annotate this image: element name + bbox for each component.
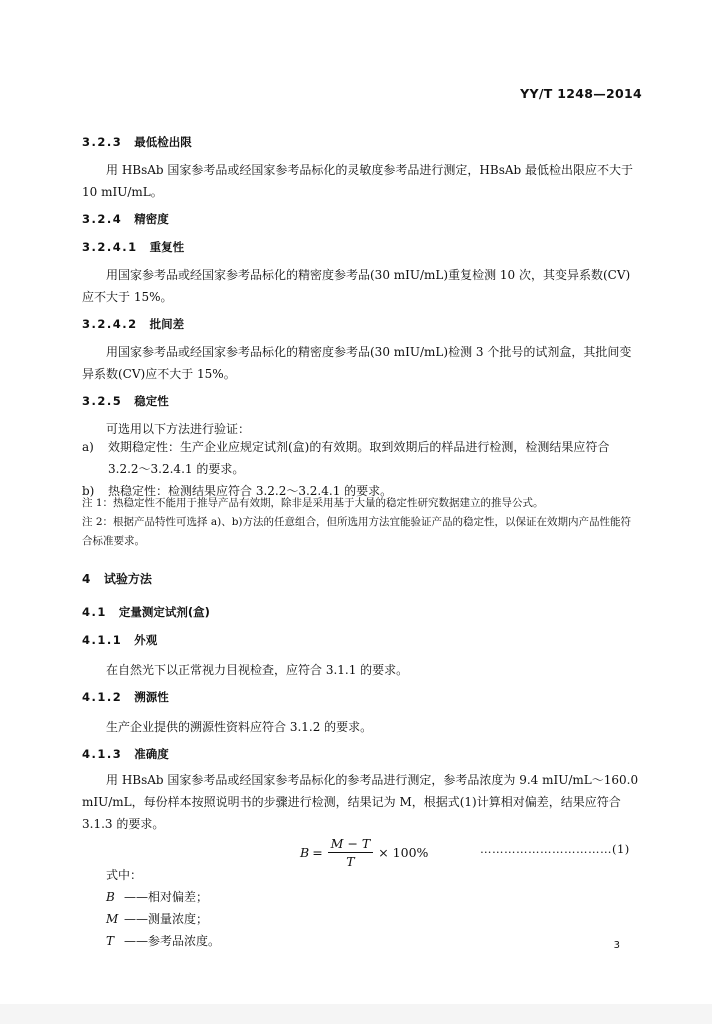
- section-3-2-5-intro: [82, 420, 640, 437]
- section-3-2-4-heading: [82, 211, 640, 227]
- section-number: 4.1.2: [82, 690, 123, 704]
- section-4-1-2-heading: [82, 689, 640, 705]
- section-3-2-3-text: [82, 159, 640, 203]
- formula-var-b: [106, 888, 664, 905]
- formula-denominator: T: [346, 853, 355, 869]
- paragraph-text: 用 HBsAb 国家参考品或经国家参考品标化的参考品进行测定，参考品浓度为 9.4 mIU/mL～160.0 mIU/mL，每份样本按照说明书的步骤进行检测，结果记为 M，根据式(1)计算相对偏差，结果应符合 3.1.3 的要求。: [82, 773, 639, 831]
- var-description: ——测量浓度；: [124, 912, 209, 926]
- list-item-a: [82, 436, 640, 480]
- section-title: 重复性: [149, 240, 185, 254]
- section-number: 4.1.1: [82, 633, 123, 647]
- section-title: 外观: [134, 633, 158, 647]
- section-4-1-heading: [82, 604, 640, 620]
- section-3-2-5-heading: [82, 393, 640, 409]
- section-3-2-3-heading: [82, 134, 640, 150]
- paragraph-text: 用国家参考品或经国家参考品标化的精密度参考品(30 mIU/mL)重复检测 10 次，其变异系数(CV)应不大于 15%。: [82, 268, 631, 304]
- section-title: 批间差: [149, 317, 185, 331]
- section-4-1-2-text: [82, 718, 640, 735]
- section-number: 4.1: [82, 605, 107, 619]
- list-item-text: 效期稳定性：生产企业应规定试剂(盒)的有效期。取到效期后的样品进行检测，检测结果应符合 3.2.2～3.2.4.1 的要求。: [108, 440, 610, 476]
- section-number: 4: [82, 572, 92, 586]
- section-3-2-4-1-text: [82, 264, 640, 308]
- paragraph-text: 用 HBsAb 国家参考品或经国家参考品标化的灵敏度参考品进行测定，HBsAb 最低检出限应不大于 10 mIU/mL。: [82, 163, 634, 199]
- section-4-1-1-heading: [82, 632, 640, 648]
- section-title: 试验方法: [103, 572, 152, 586]
- section-4-heading: [82, 570, 640, 587]
- formula-lhs: B: [300, 844, 310, 860]
- paragraph-text: 用国家参考品或经国家参考品标化的精密度参考品(30 mIU/mL)检测 3 个批号的试剂盒，其批间变异系数(CV)应不大于 15%。: [82, 345, 632, 381]
- note-2: [82, 513, 640, 551]
- note-text: 注 1：热稳定性不能用于推导产品有效期，除非是采用基于大量的稳定性研究数据建立的推导公式。: [82, 497, 544, 509]
- section-3-2-4-2-text: [82, 341, 640, 385]
- paragraph-text: 生产企业提供的溯源性资料应符合 3.1.2 的要求。: [106, 720, 373, 734]
- note-text: 注 2：根据产品特性可选择 a)、b)方法的任意组合，但所选用方法宜能验证产品的稳定性，以保证在效期内产品性能符合标准要求。: [82, 516, 632, 547]
- formula-rhs: × 100%: [378, 844, 429, 860]
- paragraph-text: 在自然光下以正常视力目视检查，应符合 3.1.1 的要求。: [106, 663, 409, 677]
- formula-numerator: M − T: [328, 836, 374, 853]
- page-number: 3: [613, 940, 620, 951]
- section-3-2-4-2-heading: [82, 316, 640, 332]
- list-marker: b): [82, 484, 95, 498]
- formula-where: 式中：: [106, 868, 143, 882]
- section-title: 最低检出限: [134, 135, 192, 149]
- formula-equals: =: [312, 844, 323, 860]
- section-number: 3.2.4.1: [82, 240, 138, 254]
- formula-fraction: [328, 836, 374, 869]
- var-symbol: M: [106, 912, 119, 926]
- standard-code: YY/T 1248—2014: [520, 86, 642, 101]
- section-number: 3.2.4: [82, 212, 123, 226]
- var-symbol: T: [106, 934, 115, 948]
- section-3-2-4-1-heading: [82, 239, 640, 255]
- section-4-1-3-heading: [82, 746, 640, 762]
- formula-number: ……………………………(1): [480, 842, 630, 856]
- section-title: 稳定性: [134, 394, 169, 408]
- section-title: 准确度: [134, 747, 169, 761]
- var-symbol: B: [106, 890, 115, 904]
- section-4-1-3-text: [82, 769, 640, 835]
- section-title: 溯源性: [134, 690, 169, 704]
- section-title: 精密度: [134, 212, 169, 226]
- section-number: 3.2.3: [82, 135, 123, 149]
- formula-var-t: [106, 932, 664, 949]
- formula-var-m: [106, 910, 664, 927]
- note-1: [82, 494, 640, 513]
- section-number: 3.2.4.2: [82, 317, 138, 331]
- section-title: 定量测定试剂(盒): [118, 605, 210, 619]
- paragraph-text: 可选用以下方法进行验证：: [106, 422, 251, 436]
- var-description: ——参考品浓度。: [124, 934, 221, 948]
- section-4-1-1-text: [82, 661, 640, 678]
- list-marker: a): [82, 440, 94, 454]
- var-description: ——相对偏差；: [124, 890, 209, 904]
- list-item-text: 热稳定性：检测结果应符合 3.2.2～3.2.4.1 的要求。: [108, 484, 393, 498]
- page-bottom-margin: [0, 1004, 712, 1024]
- section-number: 4.1.3: [82, 747, 123, 761]
- section-number: 3.2.5: [82, 394, 123, 408]
